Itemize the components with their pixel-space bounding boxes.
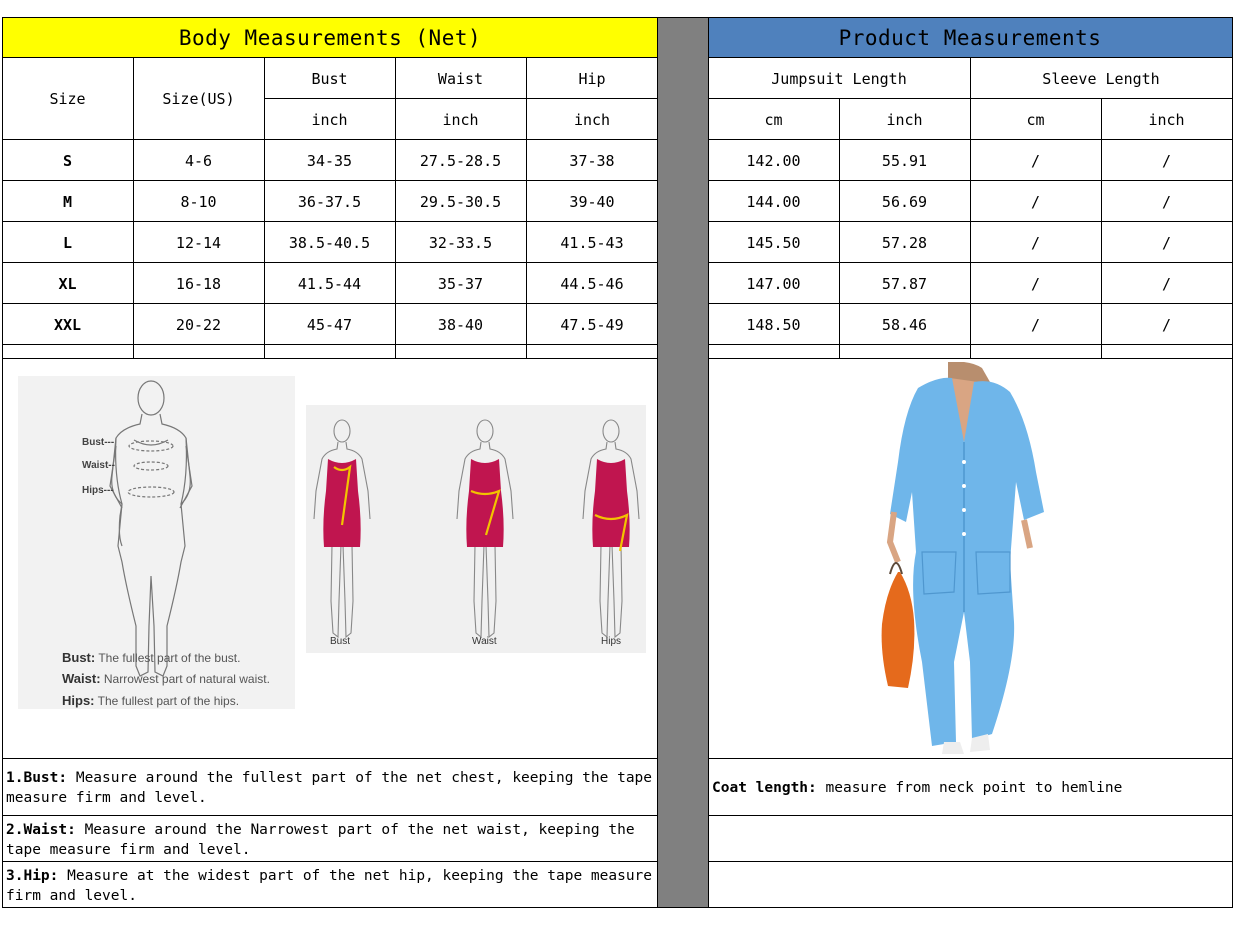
note-bust bbox=[3, 768, 653, 808]
cell-size-us: 4-6 bbox=[184, 151, 213, 170]
grid-line bbox=[708, 17, 709, 908]
grid-line bbox=[395, 58, 396, 359]
header-jl-inch: inch bbox=[886, 110, 923, 129]
cell-hip: 37-38 bbox=[569, 151, 615, 170]
cell-hip: 44.5-46 bbox=[560, 274, 624, 293]
header-hip-unit: inch bbox=[573, 110, 611, 129]
grid-line bbox=[657, 17, 658, 908]
grid-line bbox=[970, 58, 971, 359]
cell-hip: 39-40 bbox=[569, 192, 615, 211]
header-waist: Waist bbox=[437, 69, 484, 88]
cell-waist: 29.5-30.5 bbox=[419, 192, 502, 211]
grid-line bbox=[133, 58, 134, 359]
dress-measure-diagram bbox=[306, 405, 646, 653]
product-measurements-title: Product Measurements bbox=[708, 17, 1232, 58]
grid-line bbox=[2, 815, 658, 816]
cell-bust: 34-35 bbox=[306, 151, 353, 170]
cell-size-us: 8-10 bbox=[180, 192, 217, 211]
grid-line bbox=[2, 344, 658, 345]
note-waist-text: Measure around the Narrowest part of the net waist, keeping the tape measure firm and level. bbox=[6, 822, 635, 858]
header-waist-unit: inch bbox=[442, 110, 479, 129]
cell-sleeve-cm: / bbox=[1030, 315, 1041, 334]
cell-jumpsuit-inch: 55.91 bbox=[881, 151, 928, 170]
cell-jumpsuit-inch: 58.46 bbox=[881, 315, 928, 334]
note-coat-text: measure from neck point to hemline bbox=[825, 780, 1123, 796]
header-bust-unit: inch bbox=[311, 110, 348, 129]
grid-line bbox=[2, 358, 658, 359]
cell-size: S bbox=[62, 151, 73, 170]
grid-line bbox=[1101, 99, 1102, 359]
note-coat-term: Coat length: bbox=[712, 780, 817, 796]
cell-size: L bbox=[62, 233, 73, 252]
cell-jumpsuit-cm: 142.00 bbox=[746, 151, 801, 170]
cell-jumpsuit-cm: 145.50 bbox=[746, 233, 801, 252]
cell-waist: 35-37 bbox=[437, 274, 484, 293]
cell-size-us: 12-14 bbox=[175, 233, 222, 252]
cell-waist: 38-40 bbox=[437, 315, 484, 334]
header-sl-cm: cm bbox=[1026, 110, 1045, 129]
cell-waist: 27.5-28.5 bbox=[419, 151, 502, 170]
product-photo-jumpsuit bbox=[860, 362, 1060, 756]
cell-sleeve-inch: / bbox=[1161, 315, 1172, 334]
cell-sleeve-inch: / bbox=[1161, 233, 1172, 252]
grid-line bbox=[1232, 17, 1233, 908]
legend-waist bbox=[62, 671, 270, 686]
legend-bust-term: Bust: bbox=[62, 650, 96, 665]
cell-bust: 45-47 bbox=[306, 315, 353, 334]
cell-waist: 32-33.5 bbox=[428, 233, 493, 252]
jumpsuit-illustration bbox=[860, 362, 1060, 756]
header-hip: Hip bbox=[578, 69, 606, 88]
grid-line bbox=[2, 221, 658, 222]
header-jumpsuit-length: Jumpsuit Length bbox=[771, 69, 907, 88]
cell-sleeve-cm: / bbox=[1030, 151, 1041, 170]
body-measurements-title: Body Measurements (Net) bbox=[2, 17, 658, 58]
cell-size: XL bbox=[58, 274, 77, 293]
header-size-us: Size(US) bbox=[162, 90, 235, 108]
note-waist-term: 2.Waist: bbox=[6, 822, 76, 838]
body-measure-diagram bbox=[18, 376, 295, 709]
cell-size: M bbox=[62, 192, 73, 211]
header-jl-cm: cm bbox=[764, 110, 783, 129]
grid-line bbox=[526, 58, 527, 359]
header-sl-inch: inch bbox=[1148, 110, 1185, 129]
gray-divider-column bbox=[658, 17, 708, 908]
cell-jumpsuit-inch: 57.87 bbox=[881, 274, 928, 293]
note-bust-term: 1.Bust: bbox=[6, 770, 68, 786]
cell-jumpsuit-cm: 148.50 bbox=[746, 315, 801, 334]
legend-hips-desc: The fullest part of the hips. bbox=[97, 694, 240, 708]
grid-line bbox=[2, 180, 658, 181]
cell-jumpsuit-cm: 144.00 bbox=[746, 192, 801, 211]
header-bust: Bust bbox=[311, 69, 348, 88]
note-hip-term: 3.Hip: bbox=[6, 868, 59, 884]
grid-line bbox=[2, 139, 658, 140]
grid-line bbox=[708, 861, 1233, 862]
cell-size: XXL bbox=[53, 315, 82, 334]
cell-bust: 41.5-44 bbox=[297, 274, 362, 293]
diagram-label-waist: Waist-- bbox=[82, 460, 115, 471]
grid-line bbox=[2, 57, 658, 58]
cell-jumpsuit-inch: 56.69 bbox=[881, 192, 928, 211]
note-waist bbox=[3, 820, 653, 860]
cell-bust: 38.5-40.5 bbox=[288, 233, 371, 252]
caption-hips: Hips bbox=[601, 636, 622, 647]
grid-line bbox=[708, 758, 1233, 759]
note-hip-text: Measure at the widest part of the net hip, keeping the tape measure firm and level. bbox=[6, 868, 653, 904]
grid-line bbox=[2, 861, 658, 862]
grid-line bbox=[264, 98, 658, 99]
cell-bust: 36-37.5 bbox=[297, 192, 362, 211]
caption-waist: Waist bbox=[472, 636, 497, 647]
grid-line bbox=[2, 262, 658, 263]
header-size: Size bbox=[49, 90, 86, 108]
caption-bust: Bust bbox=[330, 636, 351, 647]
cell-hip: 47.5-49 bbox=[560, 315, 624, 334]
dress-figures bbox=[306, 405, 646, 653]
grid-line bbox=[2, 17, 1233, 18]
note-coat-length bbox=[709, 778, 1229, 798]
diagram-label-bust: Bust--- bbox=[82, 437, 115, 448]
legend-waist-term: Waist: bbox=[62, 671, 101, 686]
cell-jumpsuit-cm: 147.00 bbox=[746, 274, 801, 293]
header-sleeve-length: Sleeve Length bbox=[1042, 69, 1160, 88]
grid-line bbox=[2, 303, 658, 304]
cell-jumpsuit-inch: 57.28 bbox=[881, 233, 928, 252]
legend-waist-desc: Narrowest part of natural waist. bbox=[103, 672, 270, 686]
cell-sleeve-cm: / bbox=[1030, 192, 1041, 211]
legend-hips-term: Hips: bbox=[62, 693, 95, 708]
note-bust-text: Measure around the fullest part of the net chest, keeping the tape measure firm and level. bbox=[6, 770, 653, 806]
cell-sleeve-cm: / bbox=[1030, 274, 1041, 293]
cell-size-us: 16-18 bbox=[175, 274, 222, 293]
cell-sleeve-cm: / bbox=[1030, 233, 1041, 252]
cell-sleeve-inch: / bbox=[1161, 274, 1172, 293]
cell-size-us: 20-22 bbox=[175, 315, 222, 334]
note-hip bbox=[3, 866, 653, 906]
grid-line bbox=[2, 907, 1233, 908]
grid-line bbox=[2, 758, 658, 759]
grid-line bbox=[708, 815, 1233, 816]
cell-sleeve-inch: / bbox=[1161, 151, 1172, 170]
grid-line bbox=[839, 99, 840, 359]
cell-hip: 41.5-43 bbox=[560, 233, 624, 252]
legend-bust bbox=[62, 650, 240, 665]
legend-hips bbox=[62, 693, 239, 708]
legend-bust-desc: The fullest part of the bust. bbox=[98, 651, 241, 665]
cell-sleeve-inch: / bbox=[1161, 192, 1172, 211]
diagram-label-hips: Hips--- bbox=[82, 485, 114, 496]
grid-line bbox=[264, 58, 265, 359]
